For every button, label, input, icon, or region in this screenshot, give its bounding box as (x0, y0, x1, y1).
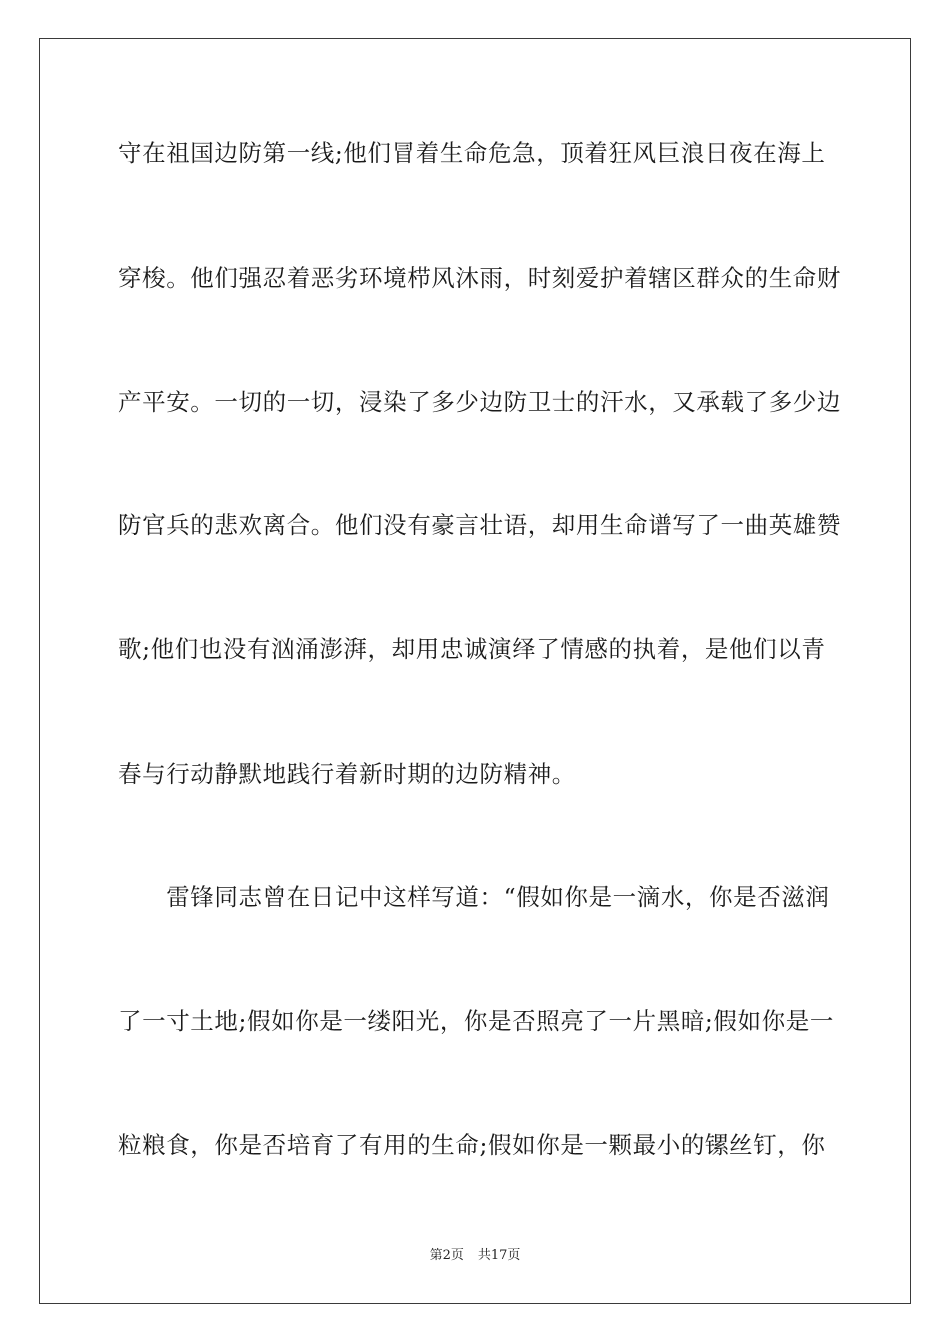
text-line: 粒粮食，你是否培育了有用的生命;假如你是一颗最小的镙丝钉，你 (118, 1131, 826, 1159)
text-line: 守在祖国边防第一线;他们冒着生命危急，顶着狂风巨浪日夜在海上 (118, 139, 826, 167)
text-line: 歌;他们也没有汹涌澎湃，却用忠诚演绎了情感的执着，是他们以青 (118, 635, 826, 663)
text-line: 春与行动静默地践行着新时期的边防精神。 (118, 760, 576, 788)
text-line: 防官兵的悲欢离合。他们没有豪言壮语，却用生命谱写了一曲英雄赞 (118, 511, 841, 539)
text-line: 了一寸土地;假如你是一缕阳光，你是否照亮了一片黑暗;假如你是一 (118, 1007, 834, 1035)
text-line: 雷锋同志曾在日记中这样写道：“假如你是一滴水，你是否滋润 (118, 883, 830, 911)
text-line: 穿梭。他们强忍着恶劣环境栉风沐雨，时刻爱护着辖区群众的生命财 (118, 264, 841, 292)
text-line: 产平安。一切的一切，浸染了多少边防卫士的汗水，又承载了多少边 (118, 388, 841, 416)
page-number: 第2页 (429, 1248, 464, 1263)
page-total: 共17页 (477, 1248, 521, 1263)
page-border (39, 38, 911, 1304)
page-footer (0, 1247, 950, 1265)
